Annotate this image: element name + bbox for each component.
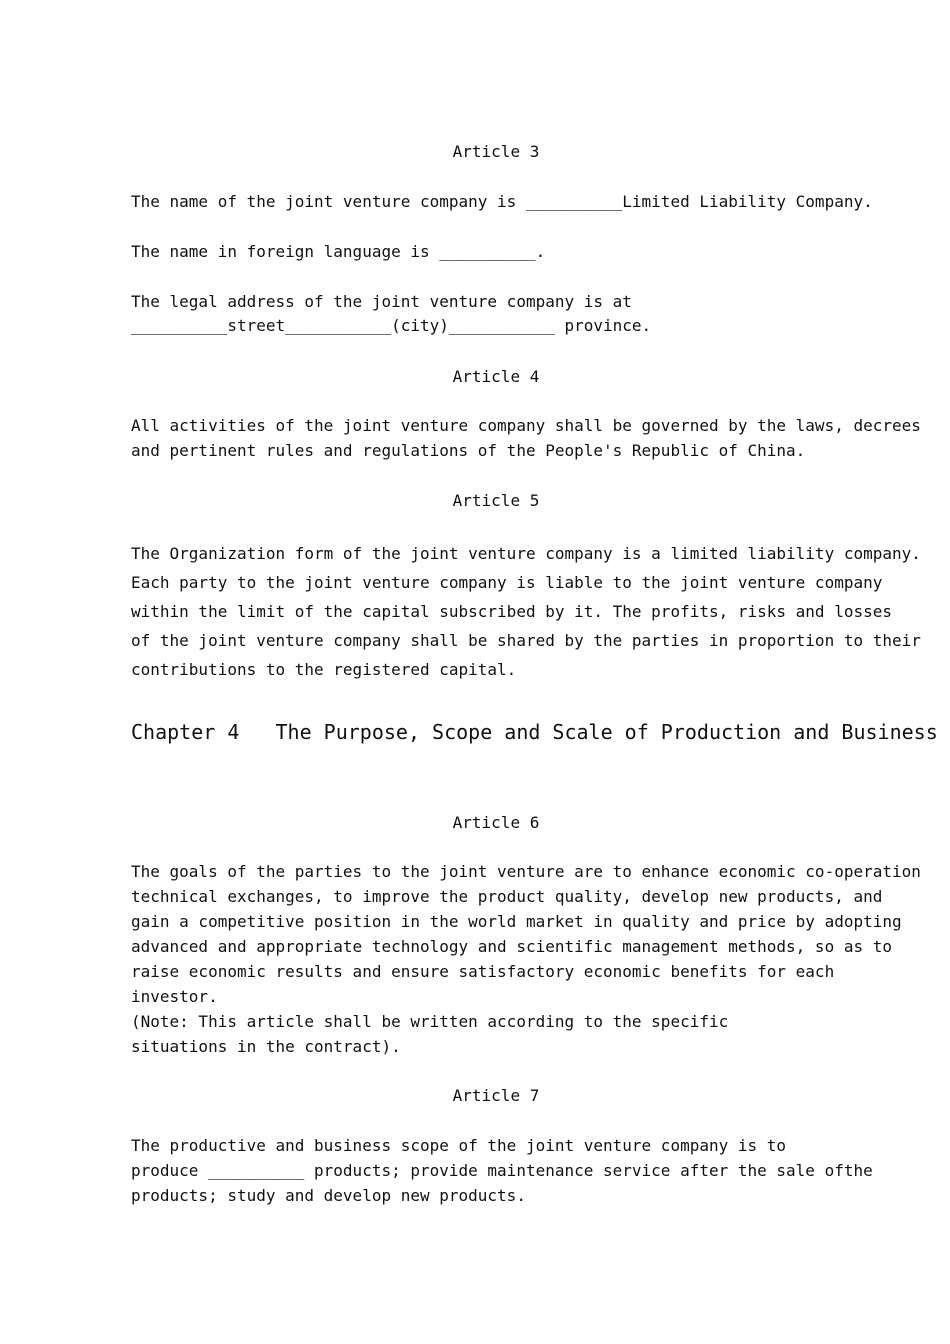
article-4-heading: Article 4 [452, 367, 540, 386]
article-7-line-2: produce __________ products; provide maintenance service after the sale ofthe [131, 1161, 873, 1180]
article-6-line-5: raise economic results and ensure satisfactory economic benefits for each [131, 962, 835, 981]
chapter-4-title: Chapter 4 The Purpose, Scope and Scale of Production and Business [131, 720, 938, 744]
article-6-note-line-1: (Note: This article shall be written according to the specific [131, 1012, 729, 1031]
article-4-line-1: All activities of the joint venture company shall be governed by the laws, decrees [131, 416, 921, 435]
article-5-line-3: within the limit of the capital subscribed by it. The profits, risks and losses [131, 602, 892, 621]
article-3-line-2: The name in foreign language is __________. [131, 242, 546, 261]
article-7-line-3: products; study and develop new products. [131, 1186, 526, 1205]
article-7-heading: Article 7 [452, 1086, 540, 1105]
article-6-line-6: investor. [131, 987, 218, 1006]
article-6-heading: Article 6 [452, 813, 540, 832]
article-6-line-1: The goals of the parties to the joint venture are to enhance economic co-operation [131, 862, 921, 881]
article-4-line-2: and pertinent rules and regulations of the People's Republic of China. [131, 441, 806, 460]
article-6-note-line-2: situations in the contract). [131, 1037, 401, 1056]
article-6-line-4: advanced and appropriate technology and scientific management methods, so as to [131, 937, 892, 956]
article-3-line-1: The name of the joint venture company is __________Limited Liability Company. [131, 192, 873, 211]
article-5-line-4: of the joint venture company shall be shared by the parties in proportion to their [131, 631, 921, 650]
article-6-line-2: technical exchanges, to improve the product quality, develop new products, and [131, 887, 883, 906]
article-3-line-4: __________street___________(city)___________ province. [131, 316, 652, 335]
article-6-line-3: gain a competitive position in the world market in quality and price by adopting [131, 912, 902, 931]
article-3-line-3: The legal address of the joint venture company is at [131, 292, 632, 311]
article-7-line-1: The productive and business scope of the joint venture company is to [131, 1136, 787, 1155]
article-5-line-5: contributions to the registered capital. [131, 660, 517, 679]
article-5-line-1: The Organization form of the joint venture company is a limited liability company. [131, 544, 921, 563]
article-5-heading: Article 5 [452, 491, 540, 510]
article-3-heading: Article 3 [452, 142, 540, 161]
article-5-line-2: Each party to the joint venture company is liable to the joint venture company [131, 573, 883, 592]
